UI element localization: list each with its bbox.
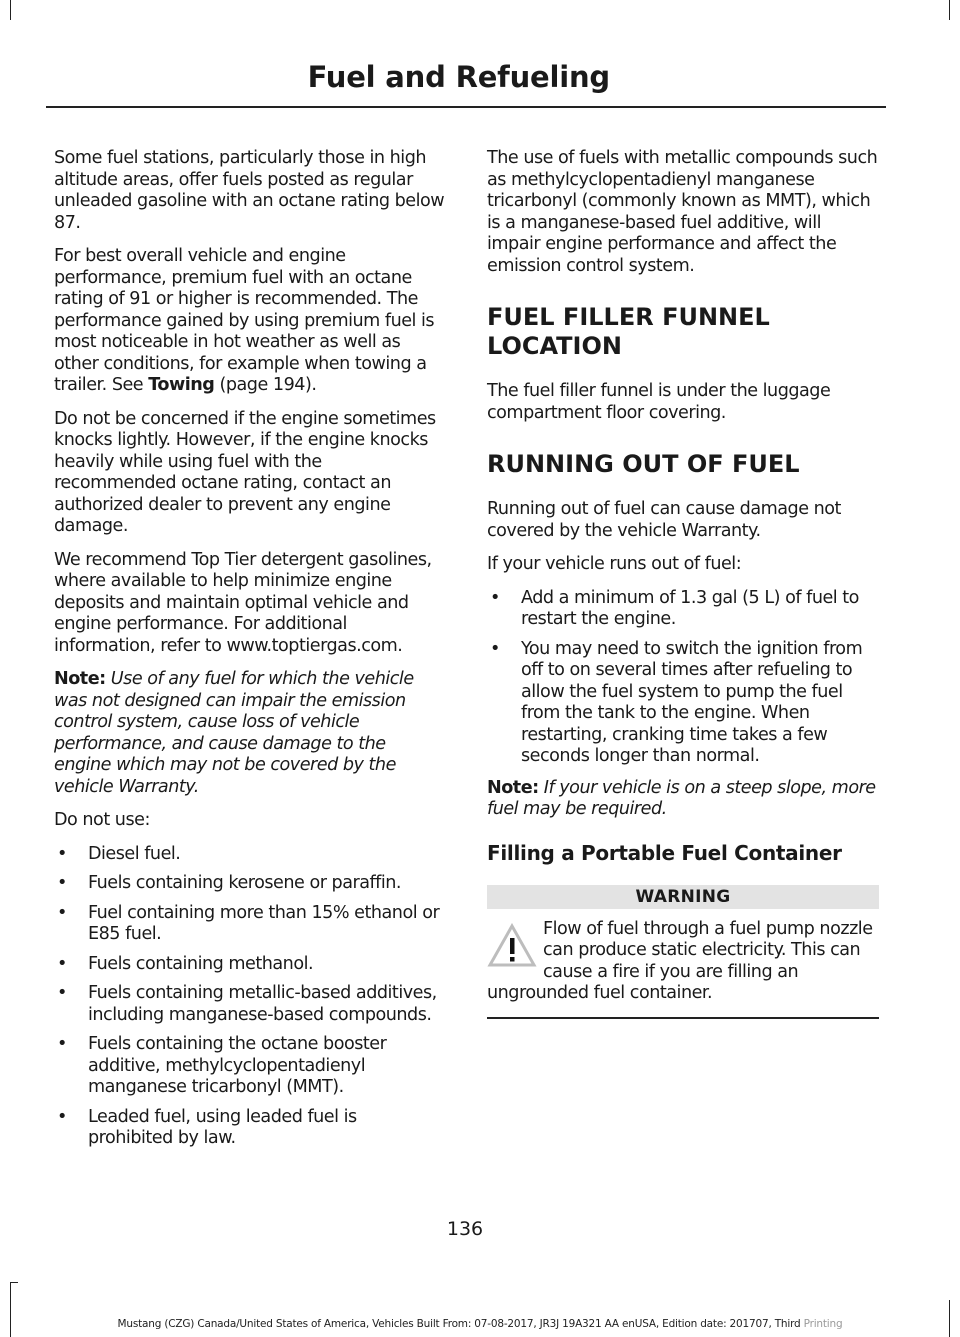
right-column bbox=[487, 148, 879, 1019]
bullet-icon: • bbox=[57, 1034, 67, 1054]
paragraph-premium-fuel: For best overall vehicle and engine performance, premium fuel with an octane rating of 91 or higher is recommended. The performance gained by using premium fuel is most noticeable in hot weather as well as other conditions, for example when towing a trailer. See Towing (page 194). bbox=[54, 246, 435, 395]
footer-text: Mustang (CZG) Canada/United States of America, Vehicles Built From: 07-08-2017, JR3J 19A321 AA enUSA, Edition date: 201707, Third bbox=[117, 1318, 804, 1330]
footer-watermark: Printing bbox=[803, 1318, 843, 1330]
paragraph-low-octane: Some fuel stations, particularly those in high altitude areas, offer fuels posted as regular unleaded gasoline with an octane rating below 87. bbox=[54, 148, 445, 233]
list-item: • Fuels containing the octane booster additive, methylcyclopentadienyl manganese tricarbonyl (MMT). bbox=[57, 1034, 387, 1097]
list-item: • Fuels containing methanol. bbox=[57, 953, 314, 974]
paragraph-funnel-location: The fuel filler funnel is under the luggage compartment floor covering. bbox=[487, 381, 831, 423]
page-number: 136 bbox=[446, 1218, 484, 1240]
warning-label: WARNING bbox=[487, 885, 879, 909]
warning-box bbox=[487, 919, 879, 1005]
run-out-list bbox=[487, 588, 879, 768]
warning-text: Flow of fuel through a fuel pump nozzle can produce static electricity. This can cause a fire if you are filling an ungrounded fuel container. bbox=[487, 918, 873, 1003]
list-item: • Fuel containing more than 15% ethanol or E85 fuel. bbox=[57, 902, 440, 944]
bullet-icon: • bbox=[490, 587, 500, 608]
bullet-icon: • bbox=[490, 638, 500, 659]
note-fuel-damage bbox=[54, 669, 446, 798]
list-item: • Leaded fuel, using leaded fuel is prohibited by law. bbox=[57, 1106, 357, 1148]
list-item: • Fuels containing metallic-based additives, including manganese-based compounds. bbox=[57, 983, 437, 1025]
do-not-use-label: Do not use: bbox=[54, 810, 150, 830]
towing-link[interactable]: Towing bbox=[148, 375, 215, 395]
bullet-icon: • bbox=[57, 902, 67, 923]
title-divider bbox=[46, 106, 886, 108]
crop-mark-bottom-left-h bbox=[10, 1282, 18, 1283]
crop-mark-top-right bbox=[949, 0, 950, 20]
note-steep-slope bbox=[487, 778, 879, 821]
warning-divider bbox=[487, 1017, 879, 1019]
crop-mark-top-left bbox=[10, 0, 11, 20]
bullet-icon: • bbox=[57, 983, 67, 1003]
paragraph-if-runs-out: If your vehicle runs out of fuel: bbox=[487, 554, 742, 574]
bullet-icon: • bbox=[57, 953, 67, 974]
list-item: • You may need to switch the ignition from off to on several times after refueling to allow the fuel system to pump the fuel from the tank to the engine. When restarting, cranking time takes a few seconds longer than normal. bbox=[490, 638, 863, 766]
paragraph-metallic-compounds: The use of fuels with metallic compounds such as methylcyclopentadienyl manganese tricarbonyl (commonly known as MMT), which is a manganese-based fuel additive, will impair engine performance and affect the emission control system. bbox=[487, 148, 878, 276]
paragraph-running-out: Running out of fuel can cause damage not covered by the vehicle Warranty. bbox=[487, 499, 841, 541]
note-label: Note: bbox=[54, 669, 106, 689]
bullet-icon: • bbox=[57, 1106, 67, 1127]
paragraph-engine-knock: Do not be concerned if the engine sometimes knocks lightly. However, if the engine knocks heavily while using fuel with the recommended octane rating, contact an authorized dealer to prevent any engine damage. bbox=[54, 408, 436, 536]
left-column bbox=[54, 148, 446, 1160]
note-text: Use of any fuel for which the vehicle was not designed can impair the emission control system, cause loss of vehicle performance, and cause damage to the engine which may not be covered by the vehicle Warranty. bbox=[54, 669, 414, 797]
page-title: Fuel and Refueling bbox=[307, 60, 610, 94]
list-item: • Diesel fuel. bbox=[57, 843, 181, 864]
bullet-icon: • bbox=[57, 843, 67, 864]
heading-portable-container: Filling a Portable Fuel Container bbox=[487, 840, 842, 865]
paragraph-top-tier: We recommend Top Tier detergent gasolines, where available to help minimize engine deposits and maintain optimal vehicle and engine performance. For additional information, refer to www.toptiergas.com. bbox=[54, 549, 432, 656]
heading-running-out-of-fuel: RUNNING OUT OF FUEL bbox=[487, 450, 800, 478]
warning-triangle-icon bbox=[487, 923, 537, 969]
footer bbox=[0, 1318, 960, 1330]
bullet-icon: • bbox=[57, 873, 67, 893]
heading-fuel-filler-funnel: FUEL FILLER FUNNEL LOCATION bbox=[487, 303, 770, 360]
do-not-use-list bbox=[54, 844, 446, 1150]
list-item: • Add a minimum of 1.3 gal (5 L) of fuel to restart the engine. bbox=[490, 587, 859, 629]
note-text: If your vehicle is on a steep slope, more fuel may be required. bbox=[487, 777, 876, 819]
list-item: • Fuels containing kerosene or paraffin. bbox=[57, 873, 402, 893]
note-label: Note: bbox=[487, 777, 539, 798]
